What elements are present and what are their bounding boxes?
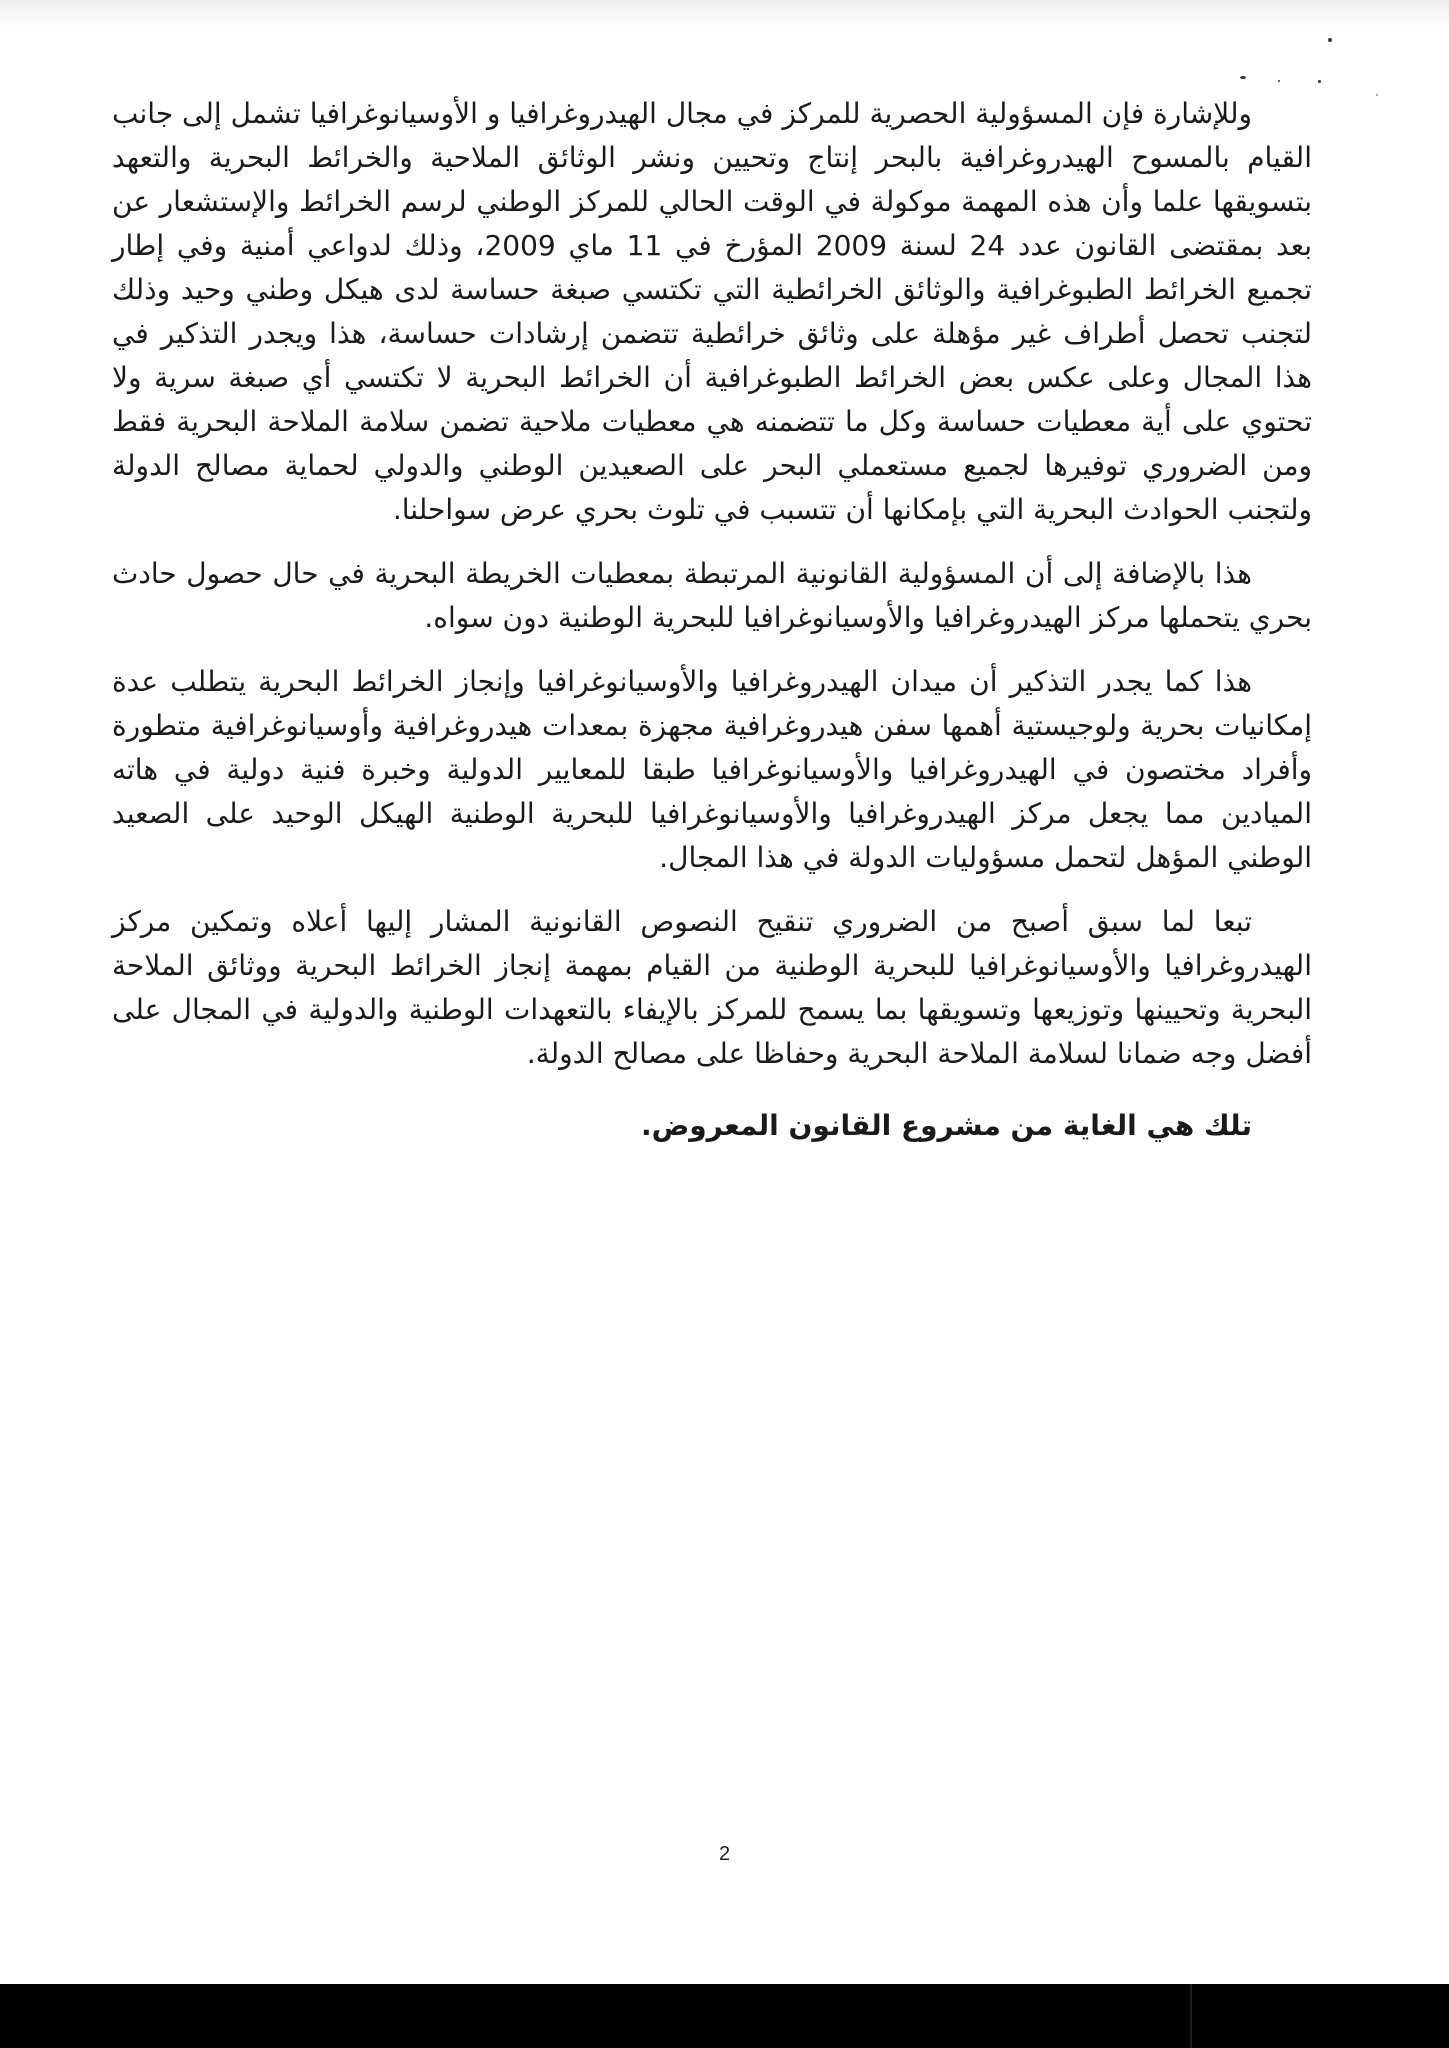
scan-border-divider xyxy=(1190,1984,1192,2048)
scan-speck xyxy=(1318,80,1321,83)
paragraph: هذا كما يجدر التذكير أن ميدان الهيدروغرافيا والأوسيانوغرافيا وإنجاز الخرائط البحرية يتطلب عدة إمكانيات بحرية ولوجيستية أهمها سفن هيدروغرافية مجهزة بمعدات هيدروغرافية وأوسيانوغرافية متطورة وأفراد مختصون في الهيدروغرافيا والأوسيانوغرافيا طبقا للمعايير الدولية وخبرة فنية دولية في هاته الميادين مما يجعل مركز الهيدروغرافيا والأوسيانوغرافيا للبحرية الوطنية الهيكل الوحيد على الصعيد الوطني المؤهل لتحمل مسؤوليات الدولة في هذا المجال. xyxy=(112,665,1312,874)
scan-speck xyxy=(1278,80,1280,82)
closing-statement: تلك هي الغاية من مشروع القانون المعروض. xyxy=(640,1109,1252,1142)
scan-top-shadow xyxy=(0,0,1449,28)
scan-border-bar xyxy=(0,1984,1449,2048)
scan-speck xyxy=(1376,94,1378,96)
page-number: 2 xyxy=(718,1843,731,1865)
document-body xyxy=(112,92,1312,1148)
scan-speck xyxy=(1328,38,1332,42)
paragraph: وللإشارة فإن المسؤولية الحصرية للمركز في مجال الهيدروغرافيا و الأوسيانوغرافيا تشمل إلى جانب القيام بالمسوح الهيدروغرافية بالبحر إنتاج وتحيين ونشر الوثائق الملاحية والخرائط البحرية والتعهد بتسويقها علما وأن هذه المهمة موكولة في الوقت الحالي للمركز الوطني لرسم الخرائط والإستشعار عن بعد بمقتضى القانون عدد 24 لسنة 2009 المؤرخ في 11 ماي 2009، وذلك لدواعي أمنية وفي إطار تجميع الخرائط الطبوغرافية والوثائق الخرائطية التي تكتسي صبغة حساسة لدى هيكل وطني وحيد وذلك لتجنب تحصل أطراف غير مؤهلة على وثائق خرائطية تتضمن إرشادات حساسة، هذا ويجدر التذكير في هذا المجال وعلى عكس بعض الخرائط الطبوغرافية أن الخرائط البحرية لا تكتسي أي صبغة سرية ولا تحتوي على أية معطيات حساسة وكل ما تتضمنه هي معطيات ملاحية تضمن سلامة الملاحة البحرية فقط ومن الضروري توفيرها لجميع مستعملي البحر على الصعيدين الوطني والدولي لحماية مصالح الدولة ولتجنب الحوادث البحرية التي بإمكانها أن تتسبب في تلوث بحري عرض سواحلنا. xyxy=(112,97,1313,526)
paragraph: تبعا لما سبق أصبح من الضروري تنقيح النصوص القانونية المشار إليها أعلاه وتمكين مركز الهيدروغرافيا والأوسيانوغرافيا للبحرية الوطنية من القيام بمهمة إنجاز الخرائط البحرية ووثائق الملاحة البحرية وتحيينها وتوزيعها وتسويقها بما يسمح للمركز بالإيفاء بالتعهدات الوطنية والدولية في المجال على أفضل وجه ضمانا لسلامة الملاحة البحرية وحفاظا على مصالح الدولة. xyxy=(112,905,1312,1070)
paragraph: هذا بالإضافة إلى أن المسؤولية القانونية المرتبطة بمعطيات الخريطة البحرية في حال حصول حادث بحري يتحملها مركز الهيدروغرافيا والأوسيانوغرافيا للبحرية الوطنية دون سواه. xyxy=(112,557,1312,634)
scan-speck xyxy=(1240,76,1246,79)
